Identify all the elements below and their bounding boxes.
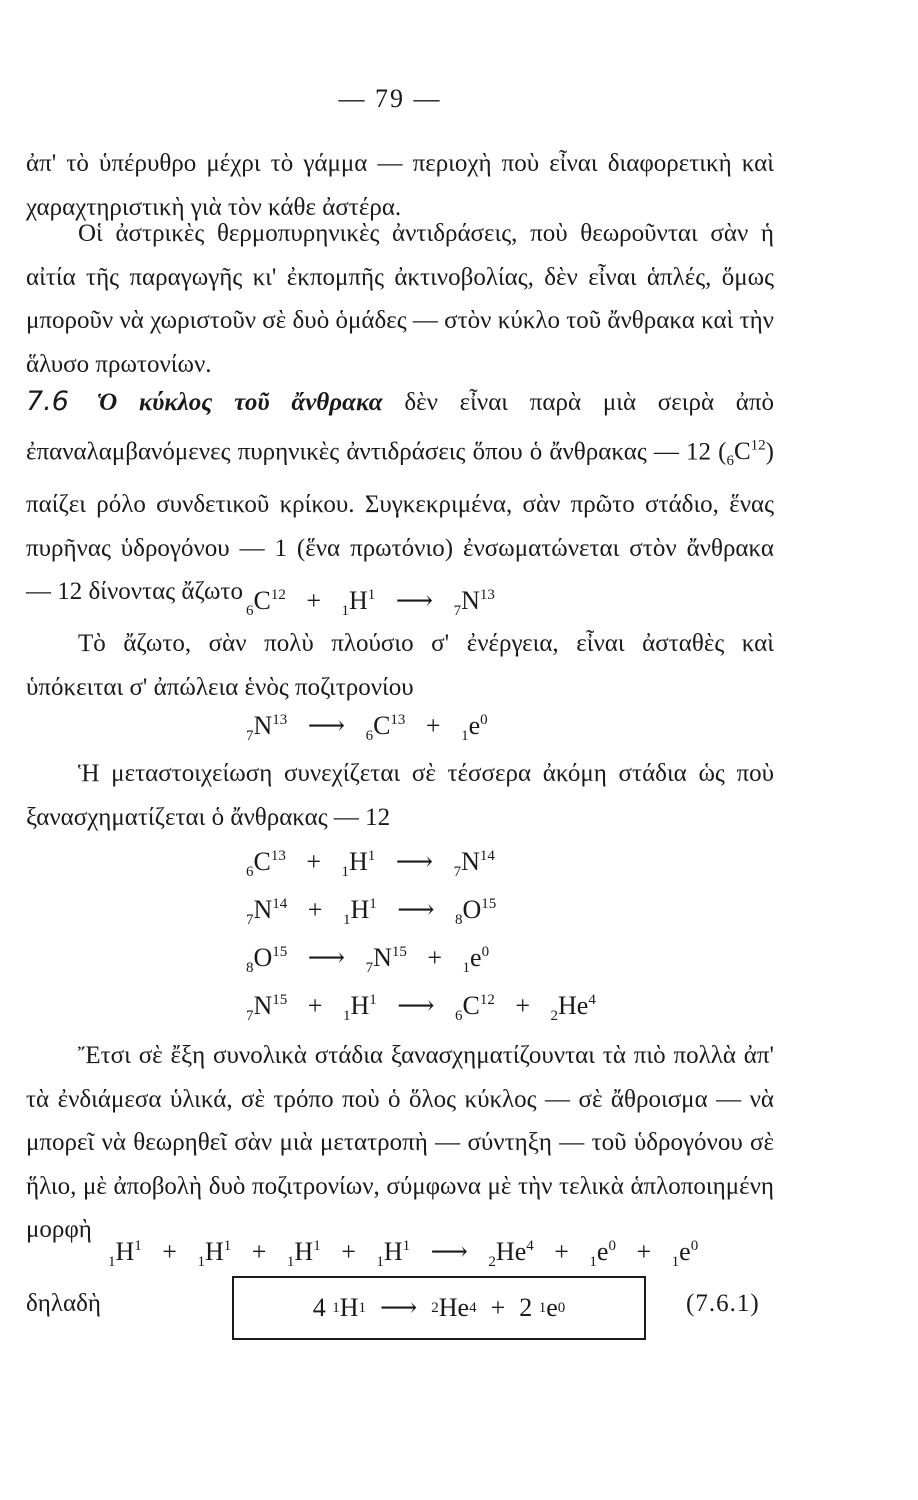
section-title: Ὁ κύκλος τοῦ ἄνθρακα bbox=[96, 389, 383, 416]
boxed-equation: 4 1 H 1 ⟶ 2 He 4 + 2 1 e 0 bbox=[232, 1276, 646, 1340]
paragraph-continuation: ἀπ' τὸ ὑπέρυθρο μέχρι τὸ γάμμα — περιοχὴ ποὺ εἶναι διαφορετικὴ καὶ χαραχτηριστικὴ γιὰ τὸν κάθε ἀστέρα. bbox=[26, 150, 774, 221]
paragraph-nitrogen-unstable: Τὸ ἄζωτο, σὰν πολὺ πλούσιο σ' ἐνέργεια, εἶναι ἀσταθὲς καὶ ὑπόκειται σ' ἀπώλεια ἑνὸς ποζιτρονίου bbox=[26, 630, 774, 701]
page-number: — 79 — bbox=[338, 84, 442, 113]
paragraph-six-stages: Ἔτσι σὲ ἔξη συνολικὰ στάδια ξανασχηματίζουνται τὰ πιὸ πολλὰ ἀπ' τὰ ἐνδιάμεσα ὑλικά, σὲ τρόπο ποὺ ὁ ὅλος κύκλος — σὲ ἄθροισμα — νὰ μπορεῖ νὰ θεωρηθεῖ σὰν μιὰ μετατροπὴ — σύντηξη — τοῦ ὑδρογόνου σὲ ἥλιο, μὲ ἀποβολὴ δυὸ ποζιτρονίων, σύμφωνα μὲ τὴν τελικὰ ἁπλοποιημένη μορφὴ bbox=[26, 1042, 774, 1243]
inline-carbon-12: $_6C^{12}$ bbox=[726, 437, 766, 469]
equation-6: $_7N^{15} + _1H^1$ ⟶ $_6C^{12} + _2He^4$ bbox=[246, 991, 596, 1024]
equation-2: $_7N^{13}$ ⟶ $_6C^{13} + _1e^0$ bbox=[246, 711, 488, 744]
paragraph-thermonuclear-reactions: Οἱ ἀστρικὲς θερμοπυρηνικὲς ἀντιδράσεις, ποὺ θεωροῦνται σὰν ἡ αἰτία τῆς παραγωγῆς κι' ἐκπομπῆς ἀκτινοβολίας, δὲν εἶναι ἁπλές, ὅμως μποροῦν νὰ χωριστοῦν σὲ δυὸ ὁμάδες — στὸν κύκλο τοῦ ἄνθρακα καὶ τὴν ἅλυσο πρωτονίων. bbox=[26, 220, 774, 378]
equation-number: (7.6.1) bbox=[686, 1290, 760, 1317]
section-text-a: δὲν εἶναι παρὰ μιὰ σειρὰ ἀπὸ ἐπαναλαμβανόμενες πυρηνικὲς ἀντιδράσεις ὅπου ὁ ἄνθρακας — 12 ( bbox=[26, 389, 775, 465]
equation-3: $_6C^{13} + _1H^1$ ⟶ $_7N^{14}$ bbox=[246, 847, 495, 880]
equation-4: $_7N^{14} + _1H^1$ ⟶ $_8O^{15}$ bbox=[246, 895, 497, 928]
equation-7-net: $_1H^1 + _1H^1 + _1H^1 + _1H^1$ ⟶ $_2He^4 + _1e^0 + _1e^0$ bbox=[108, 1237, 699, 1270]
equation-5: $_8O^{15}$ ⟶ $_7N^{15} + _1e^0$ bbox=[246, 943, 490, 976]
section-text-b: ) παίζει ρόλο συνδετικοῦ κρίκου. Συγκεκριμένα, σὰν πρῶτο στάδιο, ἕνας πυρῆνας ὑδρογόνου — 1 (ἕνα πρωτόνιο) ἐνσωματώνεται στὸν ἄνθρακα — 12 δίνοντας ἄζωτο bbox=[26, 437, 774, 606]
label-delady: δηλαδὴ bbox=[26, 1290, 101, 1317]
equation-1: $_6C^{12} + _1H^1$ ⟶ $_7N^{13}$ bbox=[246, 586, 495, 619]
section-number: 7.6 bbox=[26, 386, 69, 417]
paragraph-transmutation: Ἡ μεταστοιχείωση συνεχίζεται σὲ τέσσερα ἀκόμη στάδια ὡς ποὺ ξανασχηματίζεται ὁ ἄνθρακας — 12 bbox=[26, 760, 774, 831]
